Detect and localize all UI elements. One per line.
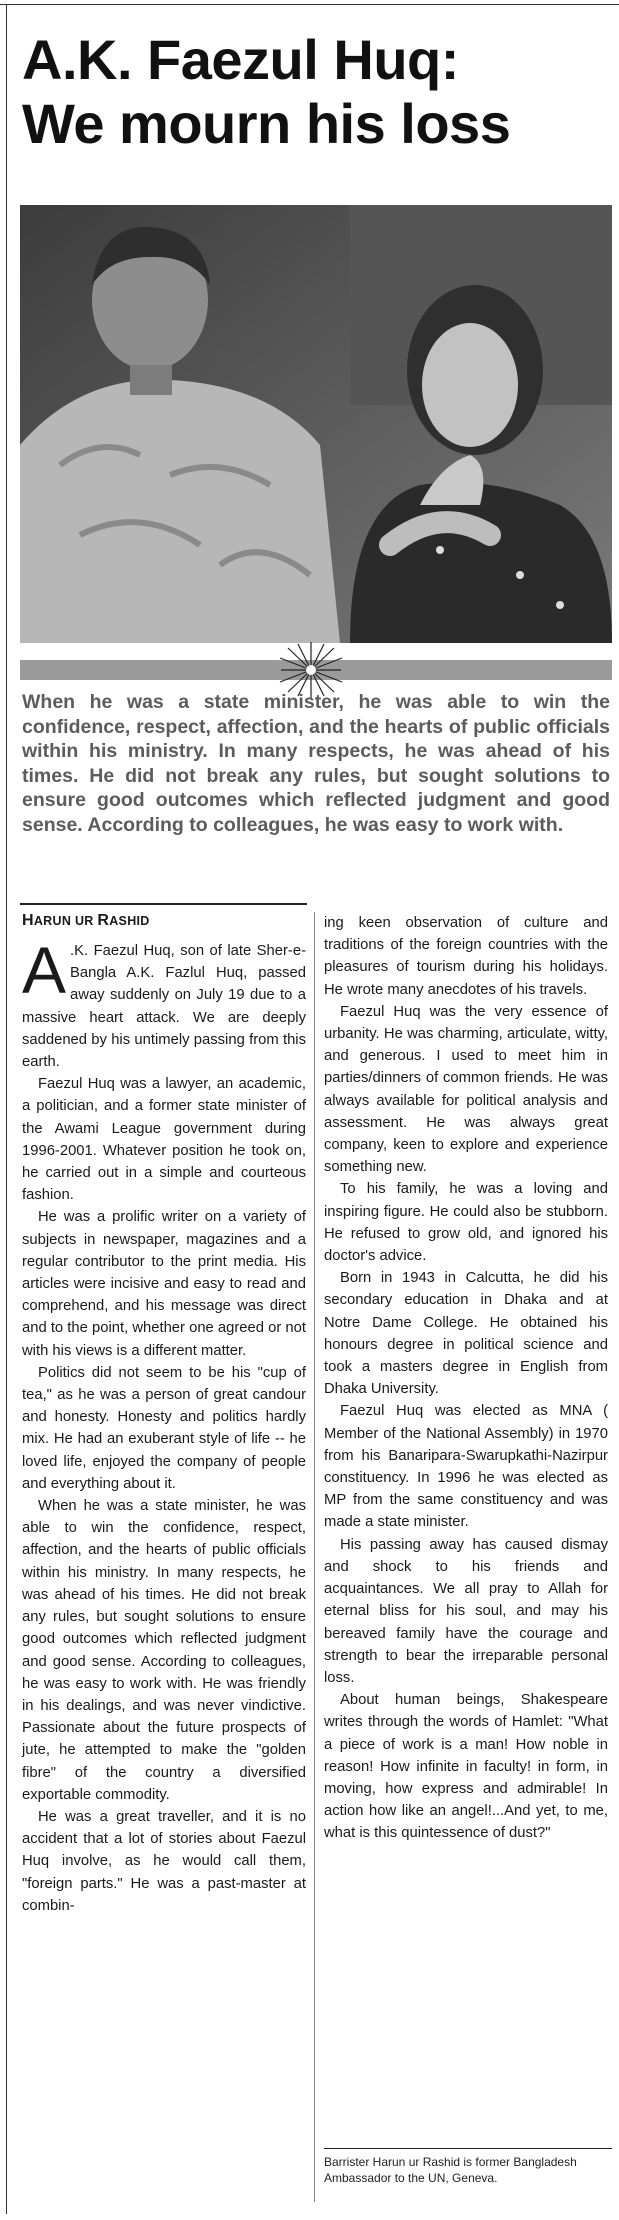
portrait-photo-illustration bbox=[20, 205, 612, 643]
article-column-1 bbox=[22, 933, 306, 1917]
byline-first-rest: ARUN UR bbox=[33, 914, 98, 928]
headline bbox=[22, 28, 612, 156]
article-paragraph: ing keen observation of culture and traditions of the foreign countries with the pleasures of tourism during his holidays. He wrote many anecdotes of his travels. bbox=[324, 915, 608, 998]
article-paragraph: When he was a state minister, he was able to win the confidence, respect, affection, and the hearts of public officials within his ministry. In many respects, he was ahead of his times. He did not break any rules, but sought solutions to ensure good outcomes which reflected judgment and good sense. According to colleagues, he was easy to work with. He was friendly in his dealings, and was never vindictive. Passionate about the future prospects of jute, he attempted to make the "golden fibre" of the country a diversified exportable commodity. bbox=[22, 1498, 306, 1803]
article-paragraph: His passing away has caused dismay and shock to his friends and acquaintances. We all pray to Allah for eternal bliss for his soul, and may his bereaved family have the courage and strength to bear the irreparable personal loss. bbox=[324, 1536, 608, 1686]
bio-rule bbox=[324, 2148, 612, 2149]
article-paragraph-text: .K. Faezul Huq, son of late Sher-e-Bangla A.K. Fazlul Huq, passed away suddenly on July 19 due to a massive heart attack. We are deeply saddened by his untimely passing from this earth. bbox=[22, 943, 306, 1071]
article-paragraph: Faezul Huq was the very essence of urbanity. He was charming, articulate, witty, and generous. I used to meet him in parties/dinners of common friends. He was always available for political analysis and assessment. He was always great company, keen to explore and experience something new. bbox=[324, 1003, 608, 1176]
article-paragraph: Politics did not seem to be his "cup of tea," as he was a person of great candour and honesty. Honesty and politics hardly mix. He had an exuberant style of life -- he loved life, enjoyed the company of people and everything about it. bbox=[22, 1364, 306, 1492]
article-paragraph: Born in 1943 in Calcutta, he did his secondary education in Dhaka and at Notre Dame College. He obtained his honours degree in political science and took a masters degree in English from Dhaka University. bbox=[324, 1270, 608, 1398]
headline-line-2: We mourn his loss bbox=[22, 92, 511, 155]
article-paragraph: He was a prolific writer on a variety of subjects in newspaper, magazines and a regular contributor to the print media. His articles were incisive and easy to read and comprehend, and his message was direct and to the point, whether one agreed or not with his views is a different matter. bbox=[22, 1209, 306, 1359]
article-paragraph: About human beings, Shakespeare writes through the words of Hamlet: "What a piece of work is a man! How noble in reason! How infinite in faculty! in form, in moving, how express and admirable! In action how like an angel!...And yet, to me, what is this quintessence of dust?" bbox=[324, 1692, 608, 1842]
portrait-photo bbox=[20, 205, 612, 643]
pull-quote: When he was a state minister, he was able to win the confidence, respect, affection, and the hearts of public officials within his ministry. In many respects, he was ahead of his times. He did not break any rules, but sought solutions to ensure good outcomes which reflected judgment and good sense. According to colleagues, he was easy to work with. bbox=[22, 691, 610, 836]
byline-last-initial: R bbox=[97, 912, 110, 929]
author-bio: Barrister Harun ur Rashid is former Bangladesh Ambassador to the UN, Geneva. bbox=[324, 2155, 577, 2185]
article-column-2 bbox=[324, 912, 608, 1845]
article-paragraph: He was a great traveller, and it is no accident that a lot of stories about Faezul Huq involve, as he would call them, "foreign parts." He was a past-master at combin- bbox=[22, 1808, 306, 1914]
article-paragraph: Faezul Huq was a lawyer, an academic, a politician, and a former state minister of the Awami League government during 1996-2001. Whatever position he took on, he carried out in a simple and courteous fashion. bbox=[22, 1076, 306, 1204]
byline bbox=[22, 912, 150, 930]
article-paragraph: To his family, he was a loving and inspiring figure. He could also be stubborn. He refused to grow old, and ignored his doctor's advice. bbox=[324, 1181, 608, 1265]
byline-rule bbox=[20, 903, 307, 905]
column-divider bbox=[314, 912, 315, 2202]
left-margin-rule bbox=[6, 4, 7, 2214]
top-rule bbox=[0, 4, 619, 5]
article-paragraph: Faezul Huq was elected as MNA ( Member of the National Assembly) in 1970 from his Banaripara-Swarupkathi-Nazirpur constituency. In 1996 he was elected as MP from the same constituency and was made a state minister. bbox=[324, 1403, 608, 1531]
drop-cap: A bbox=[22, 933, 67, 1007]
byline-last-rest: ASHID bbox=[109, 914, 150, 928]
headline-line-1: A.K. Faezul Huq: bbox=[22, 28, 459, 91]
article-paragraph bbox=[22, 933, 306, 1073]
byline-first-initial: H bbox=[22, 912, 34, 929]
